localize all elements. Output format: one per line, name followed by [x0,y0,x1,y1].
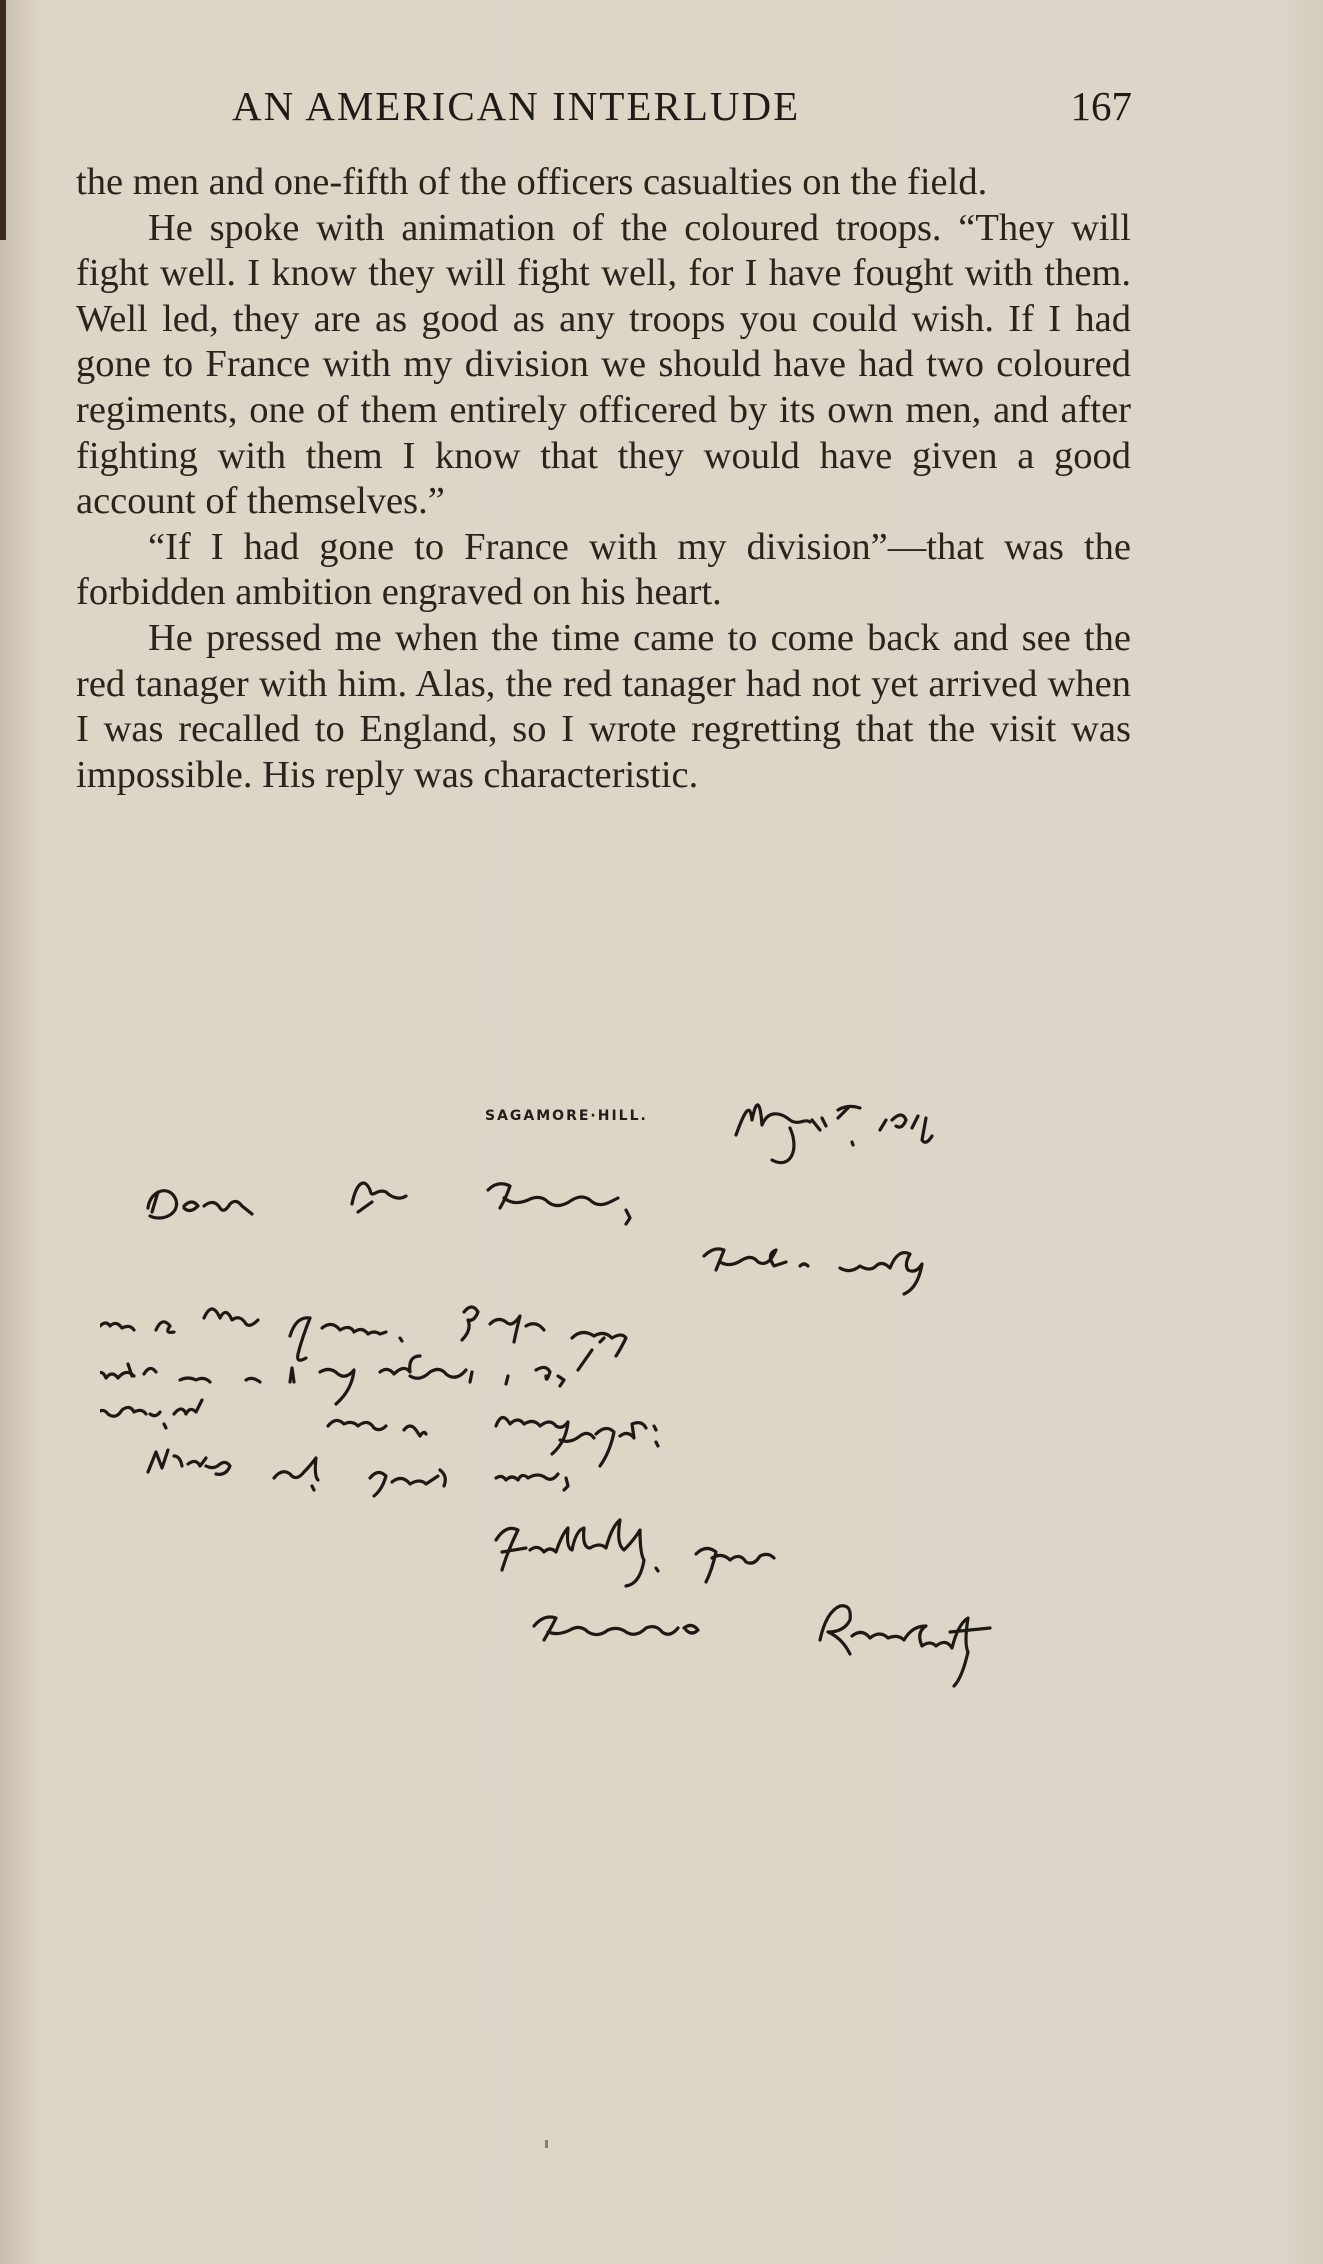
paragraph: the men and one-fifth of the officers casualties on the field. [76,161,988,203]
letter-date-script [736,1105,932,1163]
page-number: 167 [1070,83,1132,129]
running-head-title: AN AMERICAN INTERLUDE [232,83,801,129]
letterhead: SAGAMORE·HILL. [485,1108,648,1124]
binding-shadow [0,0,6,240]
letter-signature-script [534,1606,990,1686]
letter-body-script [100,1249,922,1496]
running-head [232,82,1132,132]
letter-closing-script [496,1520,774,1586]
body-text [76,160,1131,798]
handwriting-facsimile [100,1080,1180,1800]
paragraph: He spoke with animation of the coloured troops. “They will fight well. I know they will fight well, for I have fought with them. Well led, they are as good as any troops you could wish. If I had gone to France with my division we should have had two coloured regiments, one of them entirely officered by its own men, and after fighting with them I know that they would have given a good account of themselves.” [76,206,1131,523]
paragraph: He pressed me when the time came to come back and see the red tanager with him. Alas, the red tanager had not yet arrived when I was recalled to England, so I wrote regretting that the visit was impossible. His reply was characteristic. [76,616,1131,796]
handwritten-letter [100,1080,1180,1800]
paper-speck [545,2140,548,2148]
paragraph: “If I had gone to France with my division”—that was the forbidden ambition engraved on his heart. [76,525,1131,614]
letter-salutation-script [148,1183,630,1224]
